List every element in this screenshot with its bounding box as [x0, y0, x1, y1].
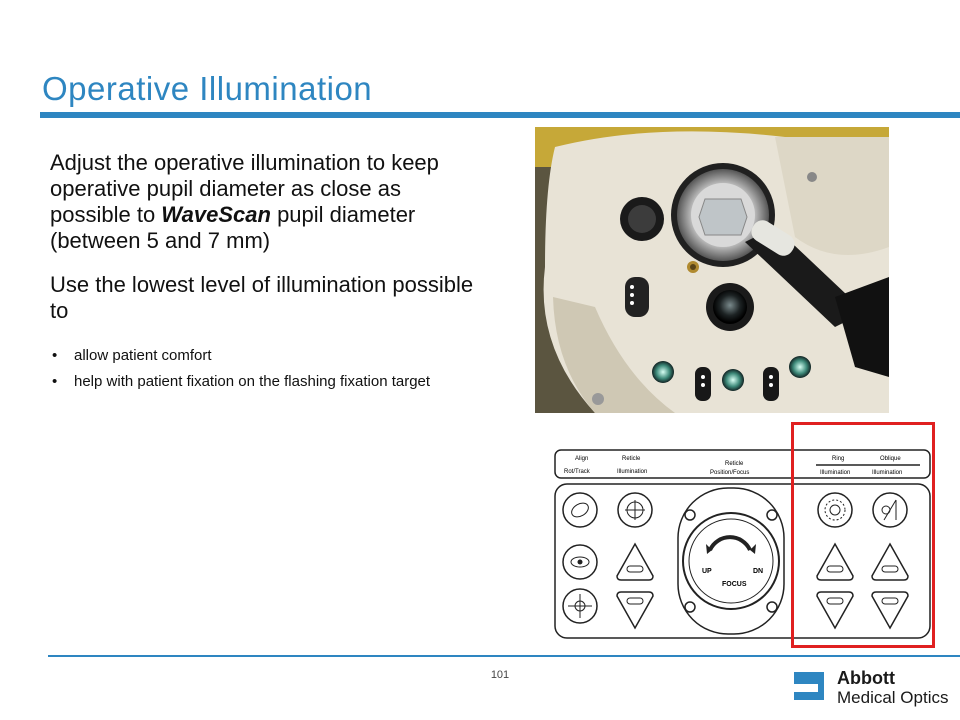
title-divider: [40, 112, 960, 118]
bullet-item: • help with patient fixation on the flashing fixation target: [50, 372, 480, 392]
focus-label: FOCUS: [722, 581, 747, 588]
label-reticle: Reticle: [622, 456, 641, 462]
align-button: [563, 493, 597, 527]
body-text: [50, 150, 480, 398]
page-number: 101: [490, 669, 510, 681]
footer-divider: [48, 655, 960, 657]
label-ring-illumination: Illumination: [820, 470, 851, 476]
align-track-button: [563, 589, 597, 623]
focus-dn-label: DN: [753, 568, 764, 575]
label-illumination: Illumination: [617, 469, 648, 475]
para1-text-end: pupil diameter (between 5 and 7 mm): [50, 202, 416, 253]
paragraph-lowest-level: Use the lowest level of illumination possible to: [50, 272, 474, 323]
label-rot-track: Rot/Track: [564, 469, 590, 475]
para1-text: Adjust the operative illumination to keep operative pupil diameter as close as possible to: [50, 150, 439, 227]
label-reticle-center: Reticle: [725, 461, 744, 467]
wavescan-emphasis: WaveScan: [161, 202, 271, 227]
device-photo: [535, 127, 889, 413]
slide-title: Operative Illumination: [42, 70, 373, 107]
abbott-medical-optics-logo: [790, 668, 960, 708]
label-position-focus: Position/Focus: [710, 470, 750, 476]
focus-up-label: UP: [702, 568, 712, 575]
label-oblique-illumination: Illumination: [872, 470, 903, 476]
label-ring: Ring: [832, 456, 845, 462]
abbott-logo-icon: [790, 670, 828, 704]
illumination-highlight-box: [791, 422, 935, 648]
logo-text-abbott: Abbott: [837, 668, 895, 688]
paragraph-illumination: [50, 150, 480, 254]
bullet-list: [50, 346, 480, 392]
rot-track-button: [563, 545, 597, 579]
logo-text-medical-optics: Medical Optics: [837, 688, 949, 707]
label-align: Align: [575, 456, 589, 462]
label-oblique: Oblique: [880, 456, 901, 462]
bullet-item: • allow patient comfort: [50, 346, 480, 366]
reticle-illumination-button: [618, 493, 652, 527]
